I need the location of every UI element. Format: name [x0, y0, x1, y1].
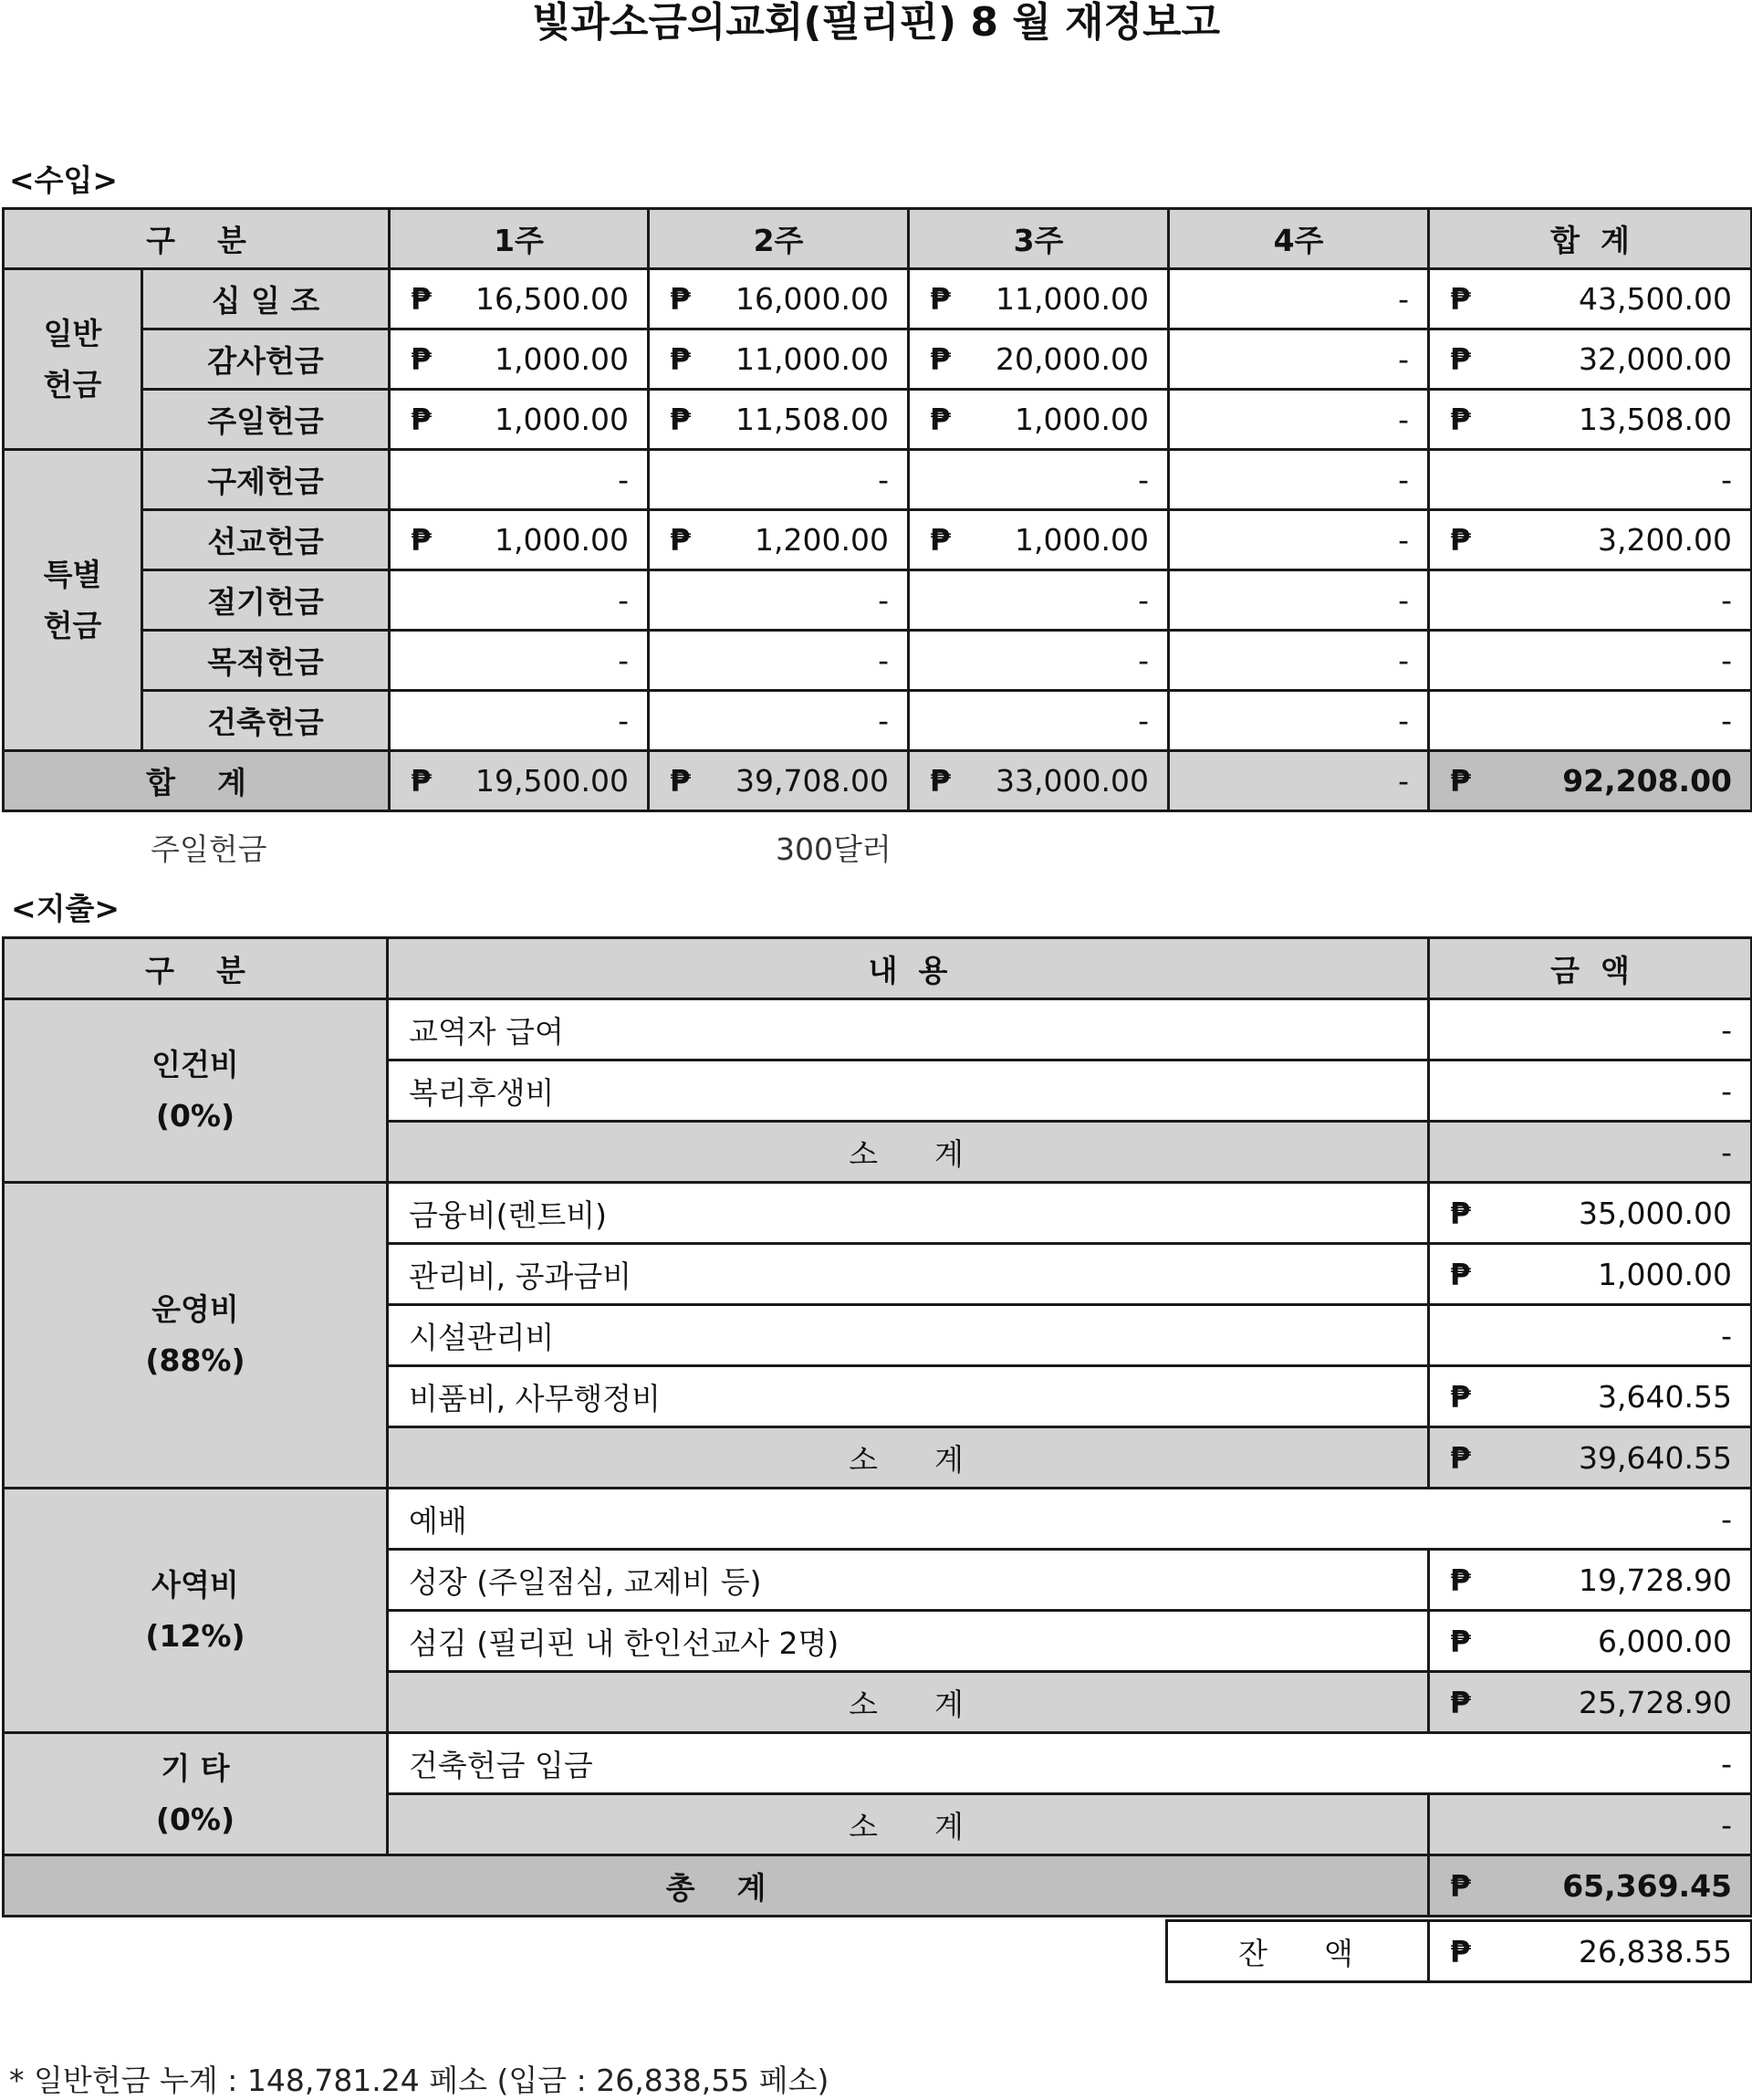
expense-item-amount-cell — [1429, 1366, 1752, 1427]
income-w3-value: - — [1138, 643, 1149, 678]
income-w1-value-cell — [390, 390, 649, 450]
income-w3-value-cell — [909, 691, 1169, 751]
income-w1-value: - — [618, 643, 629, 678]
expense-group-percent: (88%) — [145, 1343, 245, 1378]
group-general: 일반 헌금 — [4, 269, 142, 450]
peso-icon: ₱ — [411, 341, 432, 377]
peso-icon: ₱ — [1450, 1562, 1471, 1598]
income-note-value: 300달러 — [776, 831, 892, 867]
income-w3-value-cell — [909, 269, 1169, 329]
expense-group-percent: (12%) — [145, 1617, 245, 1654]
income-body — [4, 209, 1752, 811]
expense-item-text: 섬김 (필리핀 내 한인선교사 2명) — [388, 1611, 1429, 1672]
income-row — [4, 510, 1752, 570]
expense-item-amount: - — [1721, 1317, 1732, 1353]
income-row — [4, 450, 1752, 510]
balance-amount: 26,838.55 — [1579, 1933, 1732, 1969]
expense-item-amount-cell — [1429, 1489, 1752, 1550]
expense-item-amount: - — [1721, 1011, 1732, 1048]
balance-row — [1167, 1921, 1752, 1982]
income-row — [4, 691, 1752, 751]
peso-icon: ₱ — [1450, 1867, 1471, 1904]
income-total-value: - — [1721, 703, 1732, 738]
income-total-w4-cell — [1169, 751, 1429, 811]
peso-icon: ₱ — [1450, 1933, 1471, 1969]
peso-icon: ₱ — [930, 281, 951, 317]
subtotal-label: 소 계 — [388, 1794, 1429, 1855]
expense-group-name: 운영비 — [151, 1291, 239, 1327]
peso-icon: ₱ — [1450, 1623, 1471, 1659]
income-w1-value: - — [618, 703, 629, 738]
income-w3-value: 20,000.00 — [996, 341, 1149, 377]
income-w2-value: 11,508.00 — [735, 402, 889, 437]
expense-subtotal-amount-cell — [1429, 1122, 1752, 1183]
income-total-value-cell — [1429, 510, 1752, 570]
income-w4-value-cell — [1169, 691, 1429, 751]
expense-subtotal-amount: 25,728.90 — [1579, 1684, 1732, 1720]
peso-icon: ₱ — [411, 522, 432, 558]
expense-item-amount: 6,000.00 — [1598, 1623, 1732, 1659]
expense-subtotal-amount-cell — [1429, 1427, 1752, 1489]
income-w2-value-cell — [649, 450, 909, 510]
expense-subtotal-amount-cell — [1429, 1672, 1752, 1733]
balance-label: 잔 액 — [1167, 1921, 1429, 1982]
income-w4-value: - — [1398, 402, 1409, 437]
income-total-value-cell — [1429, 631, 1752, 691]
income-w3-value: 1,000.00 — [1015, 522, 1149, 558]
col-header-week-1: 1주 — [390, 209, 649, 269]
income-w4-value: - — [1398, 341, 1409, 377]
expense-item-text: 성장 (주일점심, 교제비 등) — [388, 1550, 1429, 1611]
expense-group-name: 기 타 — [161, 1750, 230, 1786]
expense-item-text: 비품비, 사무행정비 — [388, 1366, 1429, 1427]
peso-icon: ₱ — [1450, 522, 1471, 558]
balance-table — [1165, 1919, 1752, 1983]
expense-header-row — [4, 938, 1752, 999]
income-row — [4, 570, 1752, 631]
income-total-value-cell — [1429, 691, 1752, 751]
income-total-total: 92,208.00 — [1562, 763, 1732, 799]
expense-item-text: 시설관리비 — [388, 1305, 1429, 1366]
income-total-row — [4, 751, 1752, 811]
row-label: 십 일 조 — [142, 269, 390, 329]
income-total-w1: 19,500.00 — [475, 763, 629, 799]
expense-group-percent: (0%) — [155, 1098, 235, 1134]
income-total-value: 3,200.00 — [1598, 522, 1732, 558]
expense-grand-total-row — [4, 1855, 1752, 1917]
income-w3-value-cell — [909, 631, 1169, 691]
income-total-w2-cell — [649, 751, 909, 811]
expense-item-amount: 3,640.55 — [1598, 1378, 1732, 1415]
expense-item-row — [4, 1183, 1752, 1244]
income-w1-value: 1,000.00 — [495, 522, 629, 558]
peso-icon: ₱ — [1450, 763, 1471, 799]
income-total-value: 43,500.00 — [1579, 281, 1732, 317]
income-w1-value: 16,500.00 — [475, 281, 629, 317]
expense-item-text: 복리후생비 — [388, 1060, 1429, 1122]
expense-item-row — [4, 999, 1752, 1060]
expense-item-text: 금융비(렌트비) — [388, 1183, 1429, 1244]
income-total-value-cell — [1429, 390, 1752, 450]
income-total-value-cell — [1429, 329, 1752, 390]
income-total-value: - — [1721, 582, 1732, 618]
income-w3-value-cell — [909, 390, 1169, 450]
group-special: 특별 헌금 — [4, 450, 142, 751]
income-row — [4, 631, 1752, 691]
peso-icon: ₱ — [411, 763, 432, 799]
row-label: 선교헌금 — [142, 510, 390, 570]
income-w2-value: 11,000.00 — [735, 341, 889, 377]
expense-item-text: 예배 — [388, 1489, 1429, 1550]
income-w2-value: 16,000.00 — [735, 281, 889, 317]
expense-group-cell — [4, 1733, 388, 1855]
grand-total-label: 총 계 — [4, 1855, 1429, 1917]
income-w4-value-cell — [1169, 510, 1429, 570]
income-w3-value-cell — [909, 510, 1169, 570]
row-label: 구제헌금 — [142, 450, 390, 510]
expense-table — [2, 936, 1752, 1917]
income-w4-value: - — [1398, 643, 1409, 678]
expense-item-amount-cell — [1429, 1060, 1752, 1122]
income-w1-value: 1,000.00 — [495, 402, 629, 437]
row-label: 감사헌금 — [142, 329, 390, 390]
col-header-category: 구 분 — [4, 938, 388, 999]
row-label: 절기헌금 — [142, 570, 390, 631]
income-w4-value-cell — [1169, 570, 1429, 631]
income-w4-value-cell — [1169, 269, 1429, 329]
income-total-total-cell — [1429, 751, 1752, 811]
expense-item-amount: - — [1721, 1072, 1732, 1109]
income-w2-value: - — [878, 582, 889, 618]
income-w2-value-cell — [649, 390, 909, 450]
peso-icon: ₱ — [670, 522, 691, 558]
expense-group-name: 인건비 — [151, 1047, 239, 1082]
expense-group-cell — [4, 999, 388, 1183]
col-header-content: 내 용 — [388, 938, 1429, 999]
income-total-value: 13,508.00 — [1579, 402, 1732, 437]
grand-total-amount-cell — [1429, 1855, 1752, 1917]
peso-icon: ₱ — [1450, 1684, 1471, 1720]
income-w3-value: - — [1138, 462, 1149, 497]
income-w1-value: - — [618, 582, 629, 618]
income-w2-value: 1,200.00 — [755, 522, 889, 558]
peso-icon: ₱ — [930, 522, 951, 558]
income-note-label: 주일헌금 — [151, 831, 267, 867]
income-table — [2, 207, 1752, 812]
expense-item-row — [4, 1733, 1752, 1794]
income-w2-value-cell — [649, 269, 909, 329]
col-header-week-2: 2주 — [649, 209, 909, 269]
col-header-week-3: 3주 — [909, 209, 1169, 269]
income-w1-value-cell — [390, 631, 649, 691]
peso-icon: ₱ — [930, 763, 951, 799]
income-w2-value-cell — [649, 570, 909, 631]
expense-group-cell — [4, 1489, 388, 1733]
income-w1-value-cell — [390, 329, 649, 390]
peso-icon: ₱ — [1450, 402, 1471, 437]
income-w1-value: 1,000.00 — [495, 341, 629, 377]
col-header-week-4: 4주 — [1169, 209, 1429, 269]
income-total-value-cell — [1429, 450, 1752, 510]
income-total-label: 합 계 — [4, 751, 390, 811]
income-w2-value: - — [878, 643, 889, 678]
income-w2-value: - — [878, 462, 889, 497]
col-header-amount: 금 액 — [1429, 938, 1752, 999]
peso-icon: ₱ — [670, 281, 691, 317]
income-w3-value-cell — [909, 329, 1169, 390]
peso-icon: ₱ — [670, 763, 691, 799]
expense-subtotal-amount: - — [1721, 1806, 1732, 1843]
income-w4-value-cell — [1169, 631, 1429, 691]
income-w1-value: - — [618, 462, 629, 497]
income-w4-value-cell — [1169, 450, 1429, 510]
income-total-w3-cell — [909, 751, 1169, 811]
col-header-total: 합 계 — [1429, 209, 1752, 269]
income-w2-value-cell — [649, 691, 909, 751]
expense-subtotal-amount: - — [1721, 1134, 1732, 1170]
peso-icon: ₱ — [1450, 281, 1471, 317]
income-total-value-cell — [1429, 570, 1752, 631]
income-w3-value-cell — [909, 570, 1169, 631]
income-w4-value: - — [1398, 522, 1409, 558]
peso-icon: ₱ — [411, 402, 432, 437]
peso-icon: ₱ — [1450, 1439, 1471, 1476]
peso-icon: ₱ — [1450, 1378, 1471, 1415]
expense-group-cell — [4, 1183, 388, 1489]
peso-icon: ₱ — [1450, 341, 1471, 377]
income-row — [4, 269, 1752, 329]
subtotal-label: 소 계 — [388, 1122, 1429, 1183]
income-row — [4, 390, 1752, 450]
income-w4-value: - — [1398, 582, 1409, 618]
expense-item-amount-cell — [1429, 1733, 1752, 1794]
peso-icon: ₱ — [1450, 1256, 1471, 1292]
income-w4-value: - — [1398, 703, 1409, 738]
income-w3-value: - — [1138, 582, 1149, 618]
col-header-category: 구 분 — [4, 209, 390, 269]
expense-item-amount: 35,000.00 — [1579, 1195, 1732, 1231]
expense-item-amount-cell — [1429, 999, 1752, 1060]
row-label: 목적헌금 — [142, 631, 390, 691]
income-w3-value: 11,000.00 — [996, 281, 1149, 317]
income-w3-value: 1,000.00 — [1015, 402, 1149, 437]
income-total-value: 32,000.00 — [1579, 341, 1732, 377]
page-title: 빛과소금의교회(필리핀) 8 월 재정보고 — [531, 0, 1221, 46]
expense-item-amount-cell — [1429, 1244, 1752, 1305]
peso-icon: ₱ — [670, 402, 691, 437]
expense-item-amount-cell — [1429, 1183, 1752, 1244]
income-w1-value-cell — [390, 510, 649, 570]
expense-item-text: 교역자 급여 — [388, 999, 1429, 1060]
income-total-value: - — [1721, 643, 1732, 678]
income-section-label: <수입> — [9, 162, 119, 198]
income-row — [4, 329, 1752, 390]
expense-item-amount: - — [1721, 1745, 1732, 1781]
income-header-row — [4, 209, 1752, 269]
expense-body — [4, 938, 1752, 1917]
income-w1-value-cell — [390, 691, 649, 751]
peso-icon: ₱ — [670, 341, 691, 377]
subtotal-label: 소 계 — [388, 1427, 1429, 1489]
income-w1-value-cell — [390, 450, 649, 510]
income-w2-value: - — [878, 703, 889, 738]
expense-section-label: <지출> — [11, 891, 120, 926]
peso-icon: ₱ — [930, 341, 951, 377]
expense-subtotal-amount: 39,640.55 — [1579, 1439, 1732, 1476]
income-w1-value-cell — [390, 570, 649, 631]
expense-item-amount: 19,728.90 — [1579, 1562, 1732, 1598]
peso-icon: ₱ — [411, 281, 432, 317]
income-w1-value-cell — [390, 269, 649, 329]
expense-item-row — [4, 1489, 1752, 1550]
footnote: * 일반헌금 누계 : 148,781.24 페소 (입금 : 26,838,55 페소) — [9, 2063, 829, 2098]
expense-item-amount: 1,000.00 — [1598, 1256, 1732, 1292]
income-w4-value: - — [1398, 462, 1409, 497]
row-label: 건축헌금 — [142, 691, 390, 751]
expense-item-amount: - — [1721, 1500, 1732, 1537]
income-total-w2: 39,708.00 — [735, 763, 889, 799]
expense-item-amount-cell — [1429, 1550, 1752, 1611]
income-w2-value-cell — [649, 329, 909, 390]
income-w4-value-cell — [1169, 329, 1429, 390]
income-total-value: - — [1721, 462, 1732, 497]
grand-total-amount: 65,369.45 — [1562, 1867, 1732, 1904]
expense-item-amount-cell — [1429, 1305, 1752, 1366]
income-w2-value-cell — [649, 631, 909, 691]
expense-item-amount-cell — [1429, 1611, 1752, 1672]
row-label: 주일헌금 — [142, 390, 390, 450]
expense-item-text: 건축헌금 입금 — [388, 1733, 1429, 1794]
expense-group-percent: (0%) — [155, 1801, 235, 1837]
income-w4-value-cell — [1169, 390, 1429, 450]
income-total-w1-cell — [390, 751, 649, 811]
income-w2-value-cell — [649, 510, 909, 570]
expense-group-name: 사역비 — [151, 1566, 239, 1603]
peso-icon: ₱ — [1450, 1195, 1471, 1231]
income-total-w4: - — [1398, 763, 1409, 799]
income-w3-value: - — [1138, 703, 1149, 738]
subtotal-label: 소 계 — [388, 1672, 1429, 1733]
income-w4-value: - — [1398, 281, 1409, 317]
expense-subtotal-amount-cell — [1429, 1794, 1752, 1855]
income-total-value-cell — [1429, 269, 1752, 329]
income-w3-value-cell — [909, 450, 1169, 510]
balance-amount-cell — [1429, 1921, 1752, 1982]
expense-item-text: 관리비, 공과금비 — [388, 1244, 1429, 1305]
income-total-w3: 33,000.00 — [996, 763, 1149, 799]
peso-icon: ₱ — [930, 402, 951, 437]
